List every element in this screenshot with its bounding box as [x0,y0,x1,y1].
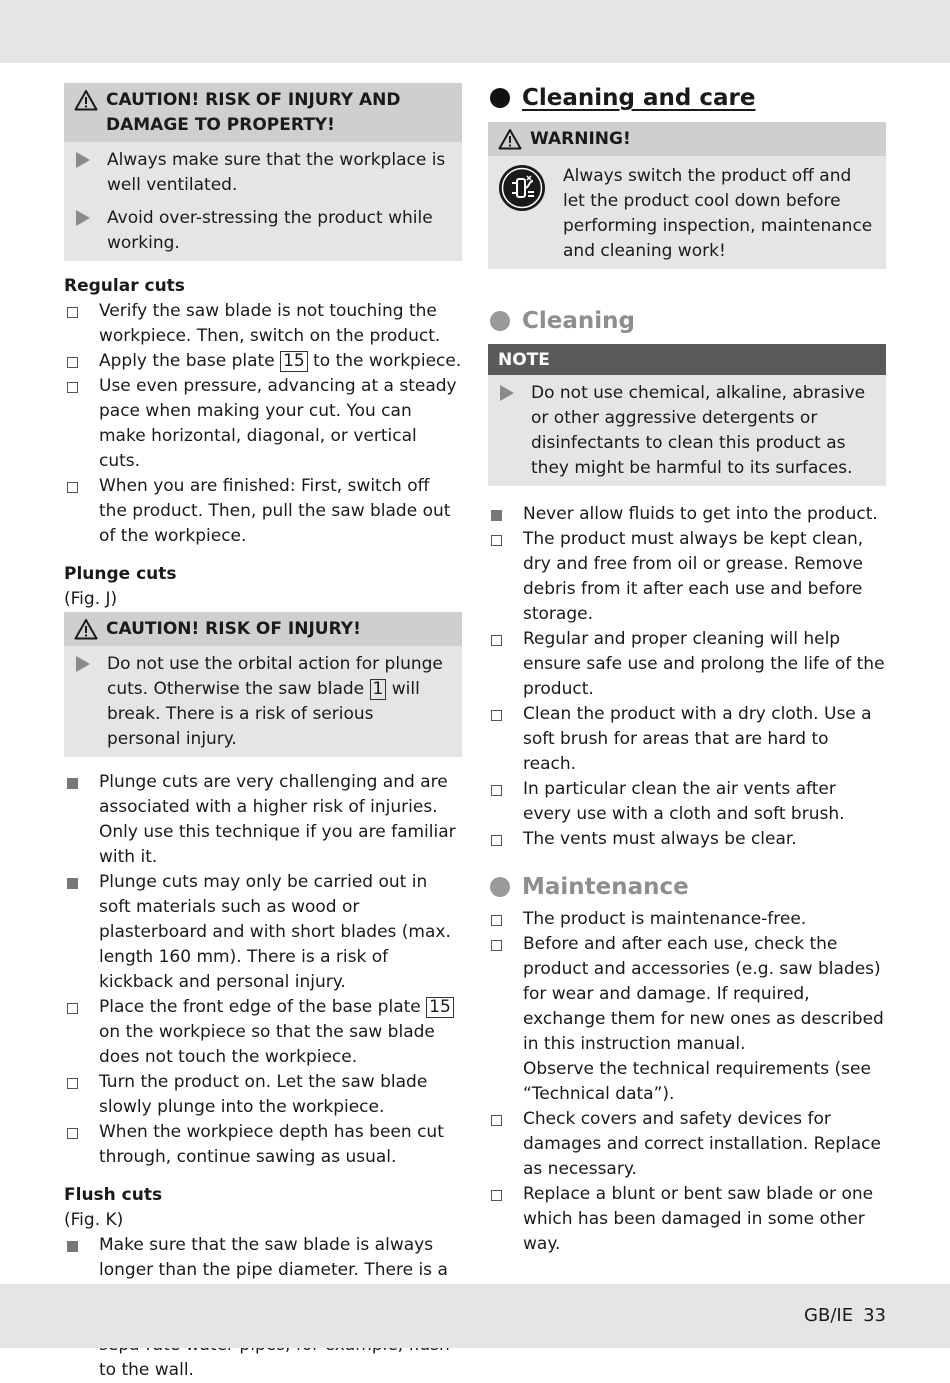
arrow-bullet-icon [500,385,514,401]
observe-note: Observe the technical requirements (see “Technical data”). [523,1059,871,1104]
regular-cuts-heading: Regular cuts [64,276,185,296]
list-item: Clean the product with a dry cloth. Use a soft brush for areas that are hard to reach. [488,702,886,777]
list-item: Replace a blunt or bent saw blade or one which has been damaged in some other way. [488,1182,886,1257]
flush-cuts-heading: Flush cuts [64,1185,163,1205]
caution-title: CAUTION! RISK OF INJURY! [64,612,462,646]
open-square-bullet-icon [67,382,78,393]
list-item: Apply the base plate 15 to the workpiece. [64,349,462,374]
filled-square-bullet-icon [67,878,78,889]
open-square-bullet-icon [491,835,502,846]
filled-square-bullet-icon [67,1241,78,1252]
list-item: The product is maintenance-free. [488,907,886,932]
filled-square-bullet-icon [67,778,78,789]
cleaning-and-care-heading: Cleaning and care [488,83,886,113]
open-square-bullet-icon [491,535,502,546]
open-square-bullet-icon [491,710,502,721]
list-item: When you are finished: First, switch off the product. Then, pull the saw blade out of the workpiece. [64,474,462,549]
open-square-bullet-icon [67,307,78,318]
list-item: Place the front edge of the base plate 15 on the workpiece so that the saw blade does not touch the workpiece. [64,995,462,1070]
list-item: Plunge cuts are very challenging and are associated with a higher risk of injuries. Only use this technique if you are familiar with it. [64,770,462,870]
unplug-mains-icon [498,164,546,212]
open-square-bullet-icon [67,1078,78,1089]
caution-item: Do not use the orbital action for plunge cuts. Otherwise the saw blade 1 will break. There is a risk of serious personal injury. [74,652,452,752]
open-square-bullet-icon [491,1115,502,1126]
plunge-fig-ref: (Fig. J) [64,589,118,609]
warning-box: WARNING! Always switch the product off and let the product cool down before performing inspection, maintenance and cleaning work! [488,122,886,269]
caution-item: Avoid over-stressing the product while working. [74,206,452,256]
plunge-cuts-heading: Plunge cuts [64,564,177,584]
page-number: 33 [863,1305,886,1326]
list-item: Before and after each use, check the product and accessories (e.g. saw blades) for wear and damage. If required, exchange them for new ones as described in this instruction manual. Observe the technical requirements (see “Technical data”). [488,932,886,1107]
arrow-bullet-icon [76,656,90,672]
open-square-bullet-icon [491,1190,502,1201]
list-item: When the workpiece depth has been cut through, continue sawing as usual. [64,1120,462,1170]
note-box [488,344,886,486]
open-square-bullet-icon [491,915,502,926]
list-item: Regular and proper cleaning will help ensure safe use and prolong the life of the product. [488,627,886,702]
part-reference: 15 [426,997,454,1018]
regular-cuts-list [64,299,462,549]
warning-title: WARNING! [488,122,886,156]
right-column [488,83,886,1257]
open-square-bullet-icon [491,635,502,646]
list-item: to the wall. [64,1308,462,1383]
maintenance-list [488,907,886,1257]
part-reference: 15 [280,351,308,372]
flush-fig-ref: (Fig. K) [64,1210,124,1230]
caution-item: Always make sure that the workplace is well ventilated. [74,148,452,198]
cleaning-list [488,502,886,852]
warning-triangle-icon [498,128,522,150]
list-item: In particular clean the air vents after every use with a cloth and soft brush. [488,777,886,827]
open-square-bullet-icon [491,940,502,951]
caution-box-injury [64,612,462,757]
list-item: Never allow fluids to get into the product. [488,502,886,527]
heading-dot-icon [490,311,510,331]
top-band [0,0,950,63]
caution-title: CAUTION! RISK OF INJURY AND DAMAGE TO PROPERTY! [64,83,462,142]
open-square-bullet-icon [67,482,78,493]
warning-triangle-icon [74,618,98,640]
list-item: Verify the saw blade is not touching the workpiece. Then, switch on the product. [64,299,462,349]
part-reference: 1 [370,679,387,700]
list-item: The product must always be kept clean, dry and free from oil or grease. Remove debris from it after each use and before storage. [488,527,886,627]
list-item: Plunge cuts may only be carried out in soft materials such as wood or plasterboard and with short blades (max. length 160 mm). There is a risk of kickback and personal injury. [64,870,462,995]
open-square-bullet-icon [67,357,78,368]
warning-triangle-icon [74,89,98,111]
open-square-bullet-icon [491,785,502,796]
filled-square-bullet-icon [491,510,502,521]
arrow-bullet-icon [76,152,90,168]
open-square-bullet-icon [67,1003,78,1014]
heading-dot-icon [490,877,510,897]
maintenance-heading: Maintenance [488,872,886,902]
note-title: NOTE [488,344,886,375]
list-item: Check covers and safety devices for damages and correct installation. Replace as necessary. [488,1107,886,1182]
list-item: The vents must always be clear. [488,827,886,852]
list-item: Make sure that the saw blade is always longer than the pipe diameter. There is a [64,1233,462,1308]
open-square-bullet-icon [67,1128,78,1139]
footer-language: GB/IE [804,1305,854,1326]
cleaning-heading: Cleaning [488,306,886,336]
page-footer [794,1303,886,1329]
caution-box-injury-property [64,83,462,261]
list-item: Use even pressure, advancing at a steady pace when making your cut. You can make horizontal, diagonal, or vertical cuts. [64,374,462,474]
list-item: Turn the product on. Let the saw blade slowly plunge into the workpiece. [64,1070,462,1120]
left-column [64,83,462,1383]
plunge-cuts-list [64,770,462,1170]
heading-dot-icon [490,88,510,108]
arrow-bullet-icon [76,210,90,226]
note-item: Do not use chemical, alkaline, abrasive or other aggressive detergents or disinfectants to clean this product as they might be harmful to its surfaces. [498,381,876,481]
